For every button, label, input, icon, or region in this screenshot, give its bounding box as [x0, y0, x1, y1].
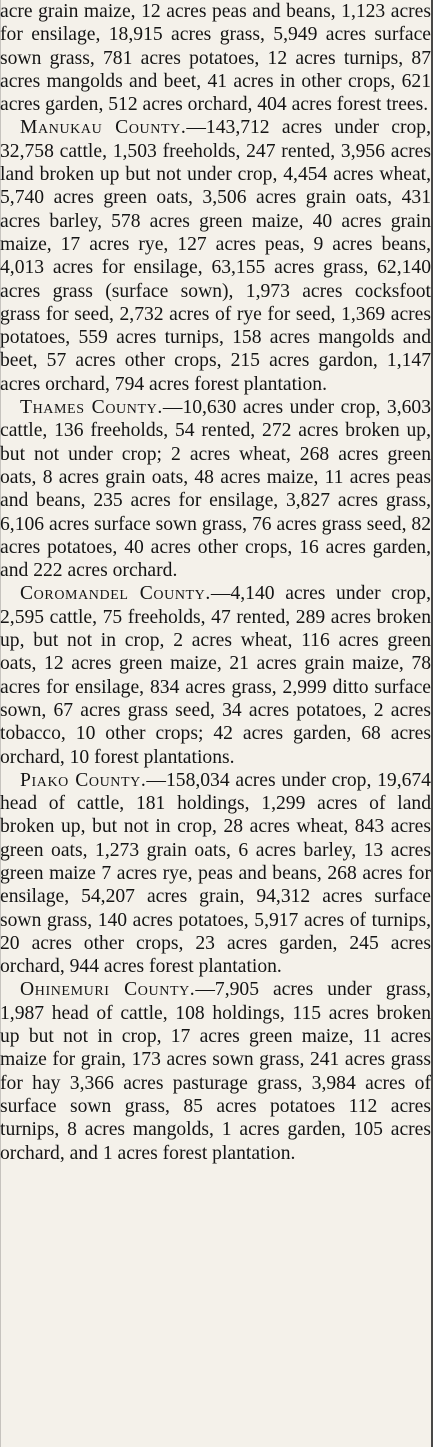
county-paragraph-thames — [0, 396, 431, 582]
county-paragraph-piako — [0, 769, 431, 979]
county-text: —158,034 acres under crop, 19,674 head of cattle, 181 holdings, 1,299 acres of land broken up, but not in crop, 28 acres wheat, 843 acres green oats, 1,273 grain oats, 6 acres barley, 13 acres green maize 7 acres rye, peas and beans, 268 acres for ensilage, 54,207 acres grain, 94,312 acres surface sown grass, 140 acres potatoes, 5,917 acres of turnips, 20 acres other crops, 23 acres garden, 245 acres orchard, 944 acres forest plantation. — [0, 769, 431, 978]
county-heading: Coromandel County. — [20, 583, 211, 605]
county-paragraph-ohinemuri — [0, 978, 431, 1164]
county-heading: Ohinemuri County. — [20, 979, 196, 1001]
county-heading: Manukau County. — [20, 117, 187, 139]
continued-paragraph — [0, 0, 431, 116]
county-text: —4,140 acres under crop, 2,595 cattle, 75 freeholds, 47 rented, 289 acres broken up, but not in crop, 2 acres wheat, 116 acres green oats, 12 acres green maize, 21 acres grain maize, 78 acres for ensilage, 834 acres grass, 2,999 ditto surface sown, 67 acres grass seed, 34 acres potatoes, 2 acres tobacco, 10 other crops; 42 acres garden, 68 acres orchard, 10 forest plantations. — [0, 583, 431, 768]
county-text: —10,630 acres under crop, 3,603 cattle, 136 freeholds, 54 rented, 272 acres broken up, but not under crop; 2 acres wheat, 268 acres green oats, 8 acres grain oats, 48 acres maize, 11 acres peas and beans, 235 acres for ensilage, 3,827 acres grass, 6,106 acres surface sown grass, 76 acres grass seed, 82 acres potatoes, 40 acres other crops, 16 acres garden, and 222 acres orchard. — [0, 397, 431, 582]
county-text: —143,712 acres under crop, 32,758 cattle, 1,503 freeholds, 247 rented, 3,956 acres land broken up but not under crop, 4,454 acres wheat, 5,740 acres green oats, 3,506 acres grain oats, 431 acres barley, 578 acres green maize, 40 acres grain maize, 17 acres rye, 127 acres peas, 9 acres beans, 4,013 acres for ensilage, 63,155 acres grass, 62,140 acres grass (surface sown), 1,973 acres cocksfoot grass for seed, 2,732 acres of rye for seed, 1,369 acres potatoes, 559 acres turnips, 158 acres mangolds and beet, 57 acres other crops, 215 acres gardon, 1,147 acres orchard, 794 acres forest plantation. — [0, 117, 431, 395]
county-text: —7,905 acres under grass, 1,987 head of cattle, 108 holdings, 115 acres broken up but not in crop, 17 acres green maize, 11 acres maize for grain, 173 acres sown grass, 241 acres grass for hay 3,366 acres pasturage grass, 3,984 acres of surface sown grass, 85 acres potatoes 112 acres turnips, 8 acres mangolds, 1 acres garden, 105 acres orchard, and 1 acres forest plantation. — [0, 979, 431, 1164]
continued-text: acre grain maize, 12 acres peas and beans, 1,123 acres for ensilage, 18,915 acres grass, 5,949 acres surface sown grass, 781 acres potatoes, 12 acres turnips, 87 acres mangolds and beet, 41 acres in other crops, 621 acres garden, 512 acres orchard, 404 acres forest trees. — [0, 1, 431, 116]
county-paragraph-coromandel — [0, 582, 431, 768]
column-left-edge — [0, 0, 1, 1447]
county-paragraph-manukau — [0, 116, 431, 396]
county-heading: Thames County. — [20, 397, 163, 419]
county-heading: Piako County. — [20, 769, 147, 791]
